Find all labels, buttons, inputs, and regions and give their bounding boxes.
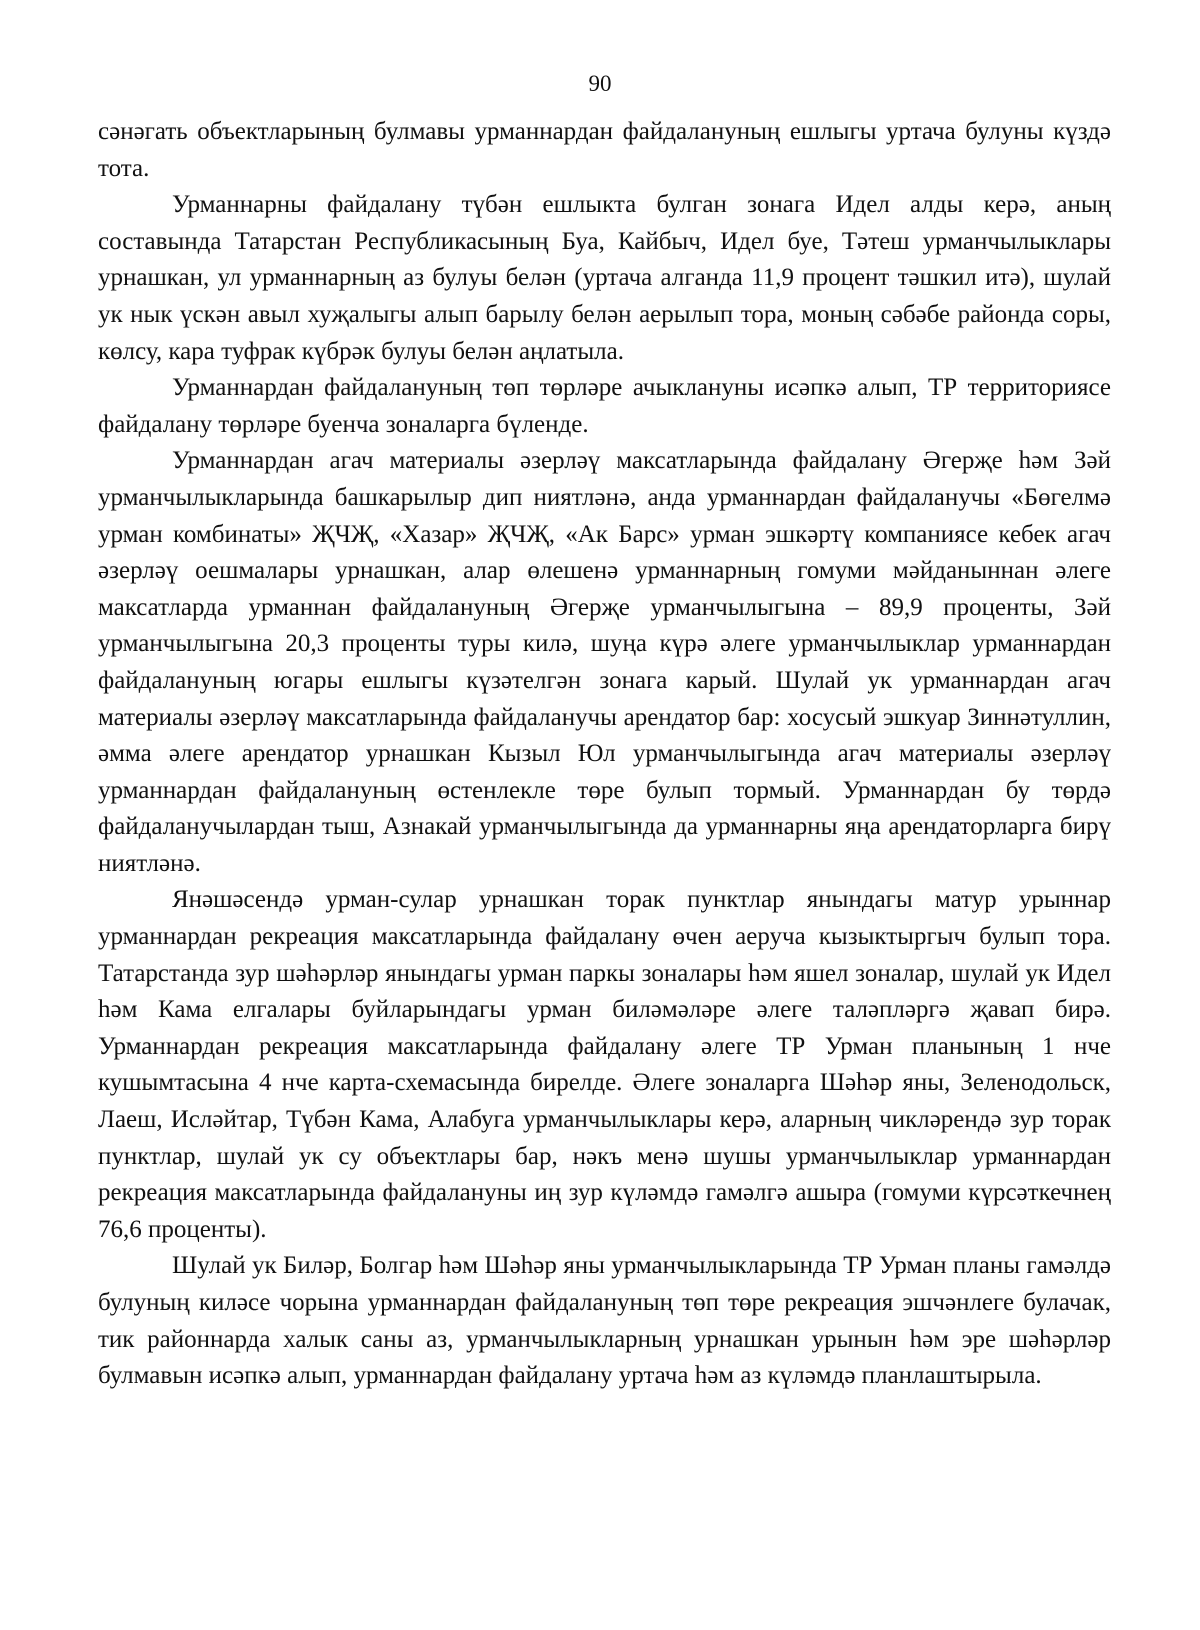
paragraph-future-recreation: Шулай ук Биләр, Болгар һәм Шәһәр яны урманчылыкларында ТР Урман планы гамәлдә булуның киләсе чорына урманнардан файдалануның төп төре рекреация эшчәнлеге булачак, тик районнарда халык саны аз, урманчылыкларның урнашкан урынын һәм эре шәһәрләр булмавын исәпкә алып, урманнардан файдалану уртача һәм аз күләмдә планлаштырыла. [98, 1252, 1111, 1390]
body-text [98, 114, 1111, 1395]
paragraph-volga-zone: Урманнарны файдалану түбән ешлыкта булган зонага Идел алды керә, аның составында Татарстан Республикасының Буа, Кайбыч, Идел буе, Тәтеш урманчылыклары урнашкан, ул урманнарның аз булуы белән (уртача алганда 11,9 процент тәшкил итә), шулай ук нык үскән авыл хуҗалыгы алып барылу белән аерылып тора, моның сәбәбе районда соры, көлсу, кара туфрак күбрәк булуы белән аңлатыла. [98, 191, 1111, 365]
paragraph-recreation: Янәшәсендә урман-сулар урнашкан торак пунктлар янындагы матур урыннар урманнардан рекреация максатларында файдалану өчен аеруча кызыктыргыч булып тора. Татарстанда зур шәһәрләр янындагы урман паркы зоналары һәм яшел зоналар, шулай ук Идел һәм Кама елгалары буйларындагы урман биләмәләре әлеге таләпләргә җавап бирә. Урманнардан рекреация максатларында файдалану әлеге ТР Урман планының 1 нче кушымтасына 4 нче карта-схемасында бирелде. Әлеге зоналарга Шәһәр яны, Зеленодольск, Лаеш, Исләйтар, Түбән Кама, Алабуга урманчылыклары керә, аларның чикләрендә зур торак пунктлар, шулай ук су объектлары бар, нәкъ менә шушы урманчылыклар урманнардан рекреация максатларында файдалануны иң зур күләмдә гамәлгә ашыра (гомуми күрсәткечнең 76,6 проценты). [98, 886, 1111, 1243]
paragraph-timber-harvesting: Урманнардан агач материалы әзерләү максатларында файдалану Әгерҗе һәм Зәй урманчылыкларында башкарылыр дип ниятләнә, анда урманнардан файдаланучы «Бөгелмә урман комбинаты» ҖЧҖ, «Хазар» ҖЧҖ, «Ак Барс» урман эшкәртү компаниясе кебек агач әзерләү оешмалары урнашкан, алар өлешенә урманнарның гомуми мәйданыннан әлеге максатларда урманнан файдалануның Әгерҗе урманчылыгына – 89,9 проценты, Зәй урманчылыгына 20,3 проценты туры килә, шуңа күрә әлеге урманчылыклар урманнардан файдалануның югары ешлыгы күзәтелгән зонага карый. Шулай ук урманнардан агач материалы әзерләү максатларында файдаланучы арендатор бар: хосусый эшкуар Зиннәтуллин, әмма әлеге арендатор урнашкан Кызыл Юл урманчылыгында агач материалы әзерләү урманнардан файдалануның өстенлекле төре булып тормый. Урманнардан бу төрдә файдаланучылардан тыш, Азнакай урманчылыгында да урманнарны яңа арендаторларга бирү ниятләнә. [98, 447, 1111, 877]
page-number: 90 [588, 71, 612, 96]
paragraph-continuation: сәнәгать объектларының булмавы урманнардан файдалануның ешлыгы уртача булуны күздә тота. [98, 118, 1111, 182]
paragraph-zoning: Урманнардан файдалануның төп төрләре ачыклануны исәпкә алып, ТР территориясе файдалану төрләре буенча зоналарга бүленде. [98, 374, 1111, 438]
